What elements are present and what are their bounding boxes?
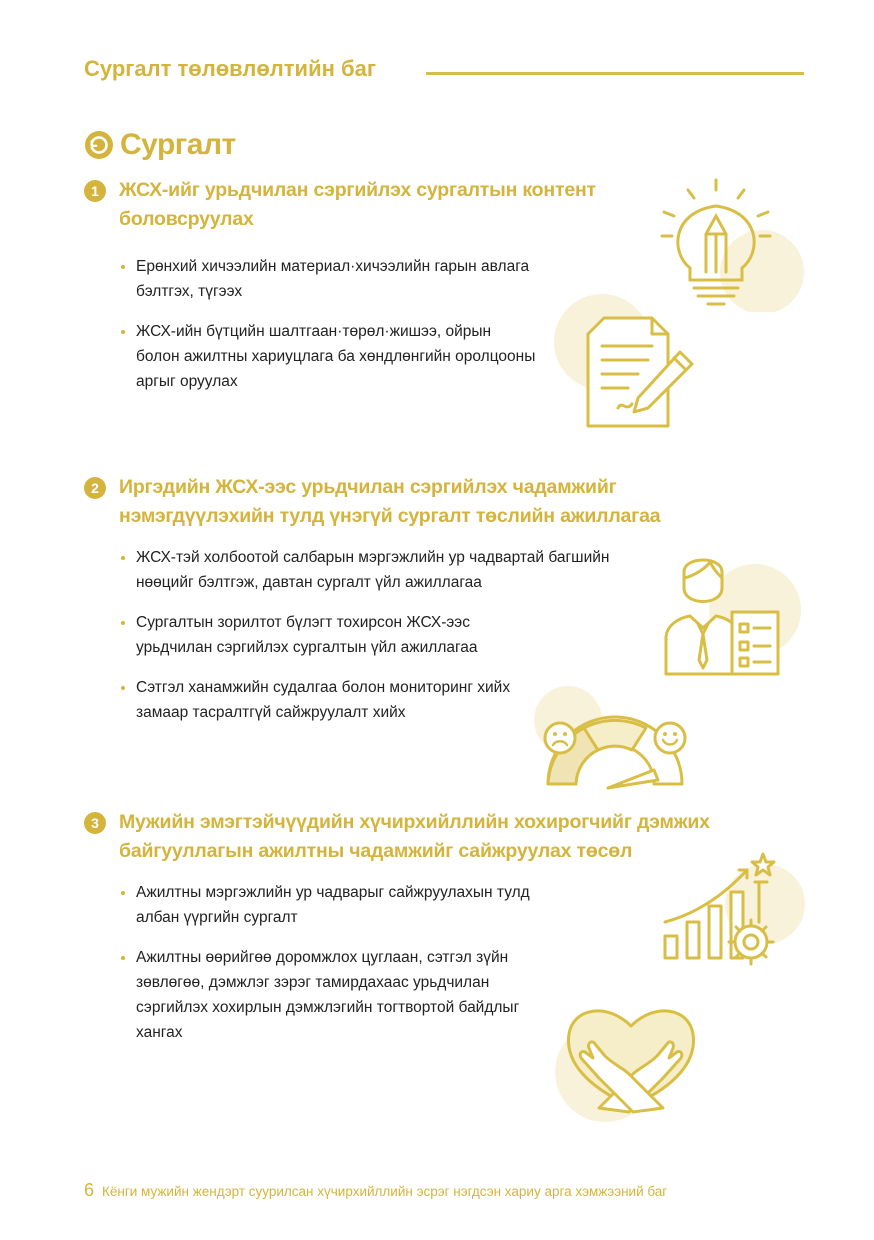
bullet-item: Сургалтын зорилтот бүлэгт тохирсон ЖСХ-ээс урьдчилан сэргийлэх сургалтын үйл ажиллагаа	[118, 610, 536, 660]
bullet-item: ЖСХ-тэй холбоотой салбарын мэргэжлийн ур чадвартай багшийн нөөцийг бэлтгэж, давтан сургалт үйл ажиллагаа	[118, 545, 618, 595]
header-divider	[426, 72, 804, 75]
item-number-badge: 1	[84, 180, 106, 202]
bullet-item: Ажилтны өөрийгөө доромжлох цуглаан, сэтгэл зүйн зөвлөгөө, дэмжлэг зэрэг тамирдахаас урьдчилан сэргийлэх хохирлын дэмжлэгийн тогтвортой байдлыг хангах	[118, 945, 536, 1045]
item-title: Мужийн эмэгтэйчүүдийн хүчирхийллийн хохирогчийг дэмжих байгууллагын ажилтны чадамжийг сайжруулах төсөл	[119, 811, 710, 862]
item-number-badge: 3	[84, 812, 106, 834]
heart-self-hug-icon	[545, 990, 715, 1125]
teacher-checklist-icon	[660, 548, 810, 678]
page-footer	[84, 1180, 667, 1201]
item-title: Иргэдийн ЖСХ-ээс урьдчилан сэргийлэх чадамжийг нэмэгдүүлэхийн тулд үнэгүй сургалт төслийн ажиллагаа	[119, 476, 661, 527]
page-header-title: Сургалт төлөвлөлтийн баг	[84, 56, 376, 81]
section-title-text: Сургалт	[120, 128, 236, 161]
bullet-item: Ажилтны мэргэжлийн ур чадварыг сайжруулахын тулд албан үүргийн сургалт	[118, 880, 538, 930]
bullet-item: ЖСХ-ийн бүтцийн шалтгаан·төрөл·жишээ, ойрын болон ажилтны хариуцлага ба хөндлөнгийн оролцооны аргыг оруулах	[118, 319, 538, 394]
item-number-badge: 2	[84, 477, 106, 499]
footer-text: Кёнги мужийн жендэрт суурилсан хүчирхийллийн эсрэг нэгдсэн хариу арга хэмжээний баг	[102, 1184, 668, 1199]
section-title	[84, 125, 236, 165]
page-number: 6	[84, 1180, 95, 1200]
refresh-cycle-icon	[84, 130, 114, 160]
bullet-item: Ерөнхий хичээлийн материал·хичээлийн гарын авлага бэлтгэх, түгээх	[118, 254, 538, 304]
item-title: ЖСХ-ийг урьдчилан сэргийлэх сургалтын контент боловсруулах	[119, 179, 596, 230]
document-pen-icon	[552, 290, 702, 430]
satisfaction-gauge-icon	[530, 680, 700, 795]
bullet-item: Сэтгэл ханамжийн судалгаа болон мониторинг хийх замаар тасралтгүй сайжруулалт хийх	[118, 675, 536, 725]
growth-chart-gear-icon	[655, 848, 805, 973]
